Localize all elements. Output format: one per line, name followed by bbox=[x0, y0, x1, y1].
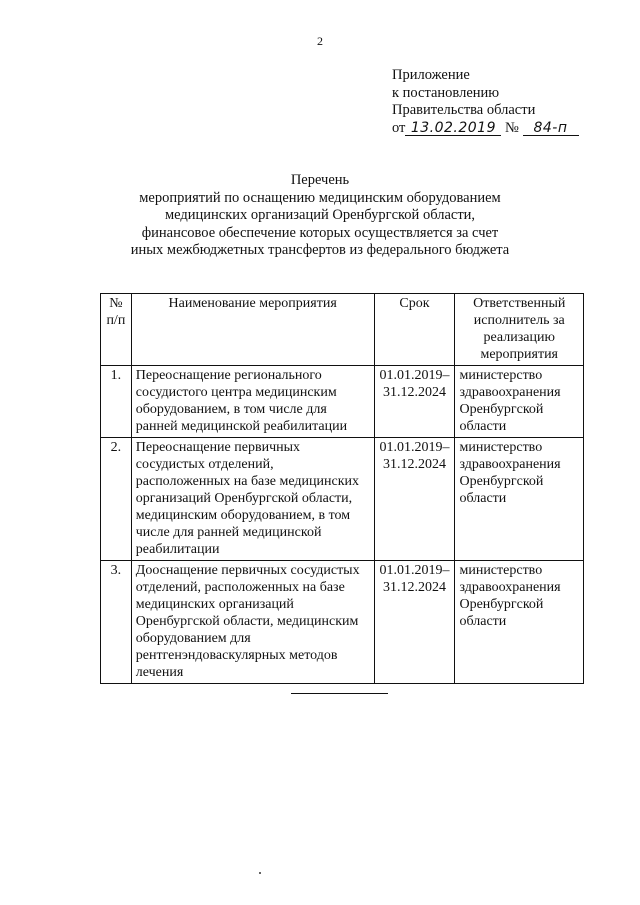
table-row bbox=[101, 366, 584, 438]
appendix-block bbox=[392, 67, 579, 137]
row-term: 01.01.2019– 31.12.2024 bbox=[374, 366, 455, 438]
title-heading: Перечень bbox=[290, 172, 350, 188]
header-responsible: Ответственный исполнитель за реализацию мероприятия bbox=[455, 294, 584, 366]
row-responsible: министерство здравоохранения Оренбургской области bbox=[455, 561, 584, 684]
table-row bbox=[101, 561, 584, 684]
date-prefix: от bbox=[392, 119, 406, 136]
appendix-date-number bbox=[392, 120, 579, 138]
row-name: Переоснащение первичных сосудистых отделений, расположенных на базе медицинских организаций Оренбургской области, медицинским оборудованием, в том числе для ранней медицинской реабилитации bbox=[131, 438, 374, 561]
title-line: мероприятий по оснащению медицинским оборудованием bbox=[139, 189, 501, 206]
title-line: медицинских организаций Оренбургской области, bbox=[164, 207, 476, 223]
row-responsible: министерство здравоохранения Оренбургской области bbox=[455, 438, 584, 561]
closing-rule bbox=[291, 693, 388, 694]
measures-table bbox=[100, 293, 584, 684]
title-line: финансовое обеспечение которых осуществляется за счет bbox=[141, 224, 499, 241]
table-row bbox=[101, 438, 584, 561]
appendix-label: Приложение bbox=[392, 67, 470, 83]
row-term: 01.01.2019– 31.12.2024 bbox=[374, 438, 455, 561]
row-num: 3. bbox=[101, 561, 132, 684]
row-num: 2. bbox=[101, 438, 132, 561]
header-name: Наименование мероприятия bbox=[131, 294, 374, 366]
appendix-decree-ref: к постановлению bbox=[392, 84, 500, 101]
header-num: № п/п bbox=[101, 294, 132, 366]
appendix-government: Правительства области bbox=[392, 102, 536, 118]
row-num: 1. bbox=[101, 366, 132, 438]
title-line: иных межбюджетных трансфертов из федерального бюджета bbox=[130, 242, 510, 258]
header-term: Срок bbox=[374, 294, 455, 366]
scan-speck bbox=[259, 872, 261, 874]
row-term: 01.01.2019– 31.12.2024 bbox=[374, 561, 455, 684]
document-title bbox=[0, 172, 640, 260]
decree-number: 84-п bbox=[523, 121, 579, 136]
row-responsible: министерство здравоохранения Оренбургской области bbox=[455, 366, 584, 438]
row-name: Дооснащение первичных сосудистых отделений, расположенных на базе медицинских организаций Оренбургской области, медицинским оборудованием для рентгенэндоваскулярных методов лечения bbox=[131, 561, 374, 684]
row-name: Переоснащение регионального сосудистого центра медицинским оборудованием, в том числе для ранней медицинской реабилитации bbox=[131, 366, 374, 438]
page-number: 2 bbox=[317, 34, 323, 48]
number-prefix: № bbox=[505, 119, 519, 136]
table-header-row bbox=[101, 294, 584, 366]
decree-date: 13.02.2019 bbox=[405, 121, 501, 136]
